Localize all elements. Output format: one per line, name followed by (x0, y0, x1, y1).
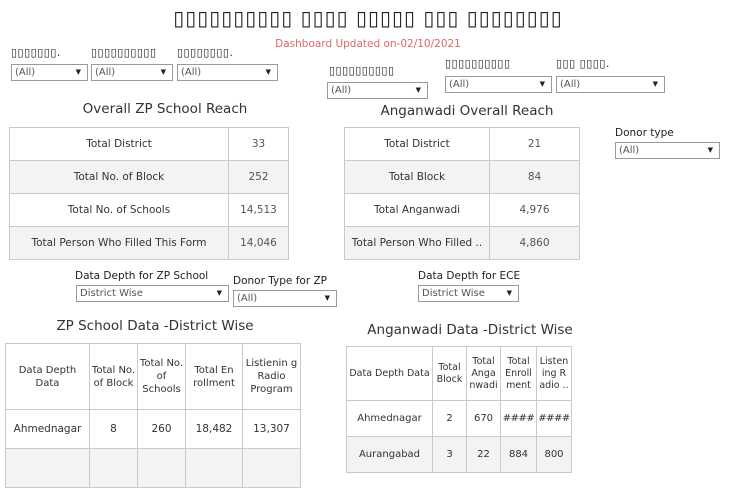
row-label: Total Anganwadi (345, 194, 490, 227)
table-row (6, 449, 301, 488)
col-header: Total En rollment (186, 344, 243, 410)
filter-2-value: (All) (95, 67, 116, 78)
cell: 2 (433, 401, 467, 437)
cell: 18,482 (186, 410, 243, 449)
ece-depth-value: District Wise (422, 288, 485, 299)
filter-6-label: ▯▯▯ ▯▯▯▯. (556, 57, 610, 70)
chevron-down-icon: ▼ (216, 289, 222, 297)
anganwadi-district-table (346, 346, 572, 473)
table-row (347, 437, 572, 473)
table-row (10, 227, 289, 260)
row-value: 21 (490, 128, 580, 161)
cell: 670 (467, 401, 501, 437)
filter-1-select[interactable] (11, 64, 88, 81)
col-header: Total No. of Schools (138, 344, 186, 410)
zp-depth-value: District Wise (80, 288, 143, 299)
col-header: Listen ing R adio .. (537, 347, 572, 401)
row-value: 84 (490, 161, 580, 194)
filter-6-value: (All) (560, 79, 581, 90)
chevron-down-icon: ▼ (324, 294, 330, 302)
row-value: 252 (229, 161, 289, 194)
row-value: 4,976 (490, 194, 580, 227)
filter-6-select[interactable] (556, 76, 665, 93)
row-label: Total District (345, 128, 490, 161)
filter-3-label: ▯▯▯▯▯▯▯▯. (177, 46, 234, 59)
zp-district-table (5, 343, 301, 488)
zp-donor-select[interactable] (233, 290, 337, 307)
col-header: Total Block (433, 347, 467, 401)
cell: Ahmednagar (347, 401, 433, 437)
filter-1-value: (All) (15, 67, 36, 78)
col-header: Total Anga nwadi (467, 347, 501, 401)
row-label: Total Person Who Filled This Form (10, 227, 229, 260)
table-row (10, 194, 289, 227)
row-value: 33 (229, 128, 289, 161)
col-header: Data Depth Data (6, 344, 90, 410)
filter-4-select[interactable] (327, 82, 428, 99)
table-row (345, 161, 580, 194)
table-header-row (347, 347, 572, 401)
zp-district-title: ZP School Data -District Wise (56, 318, 254, 334)
filter-2-select[interactable] (91, 64, 173, 81)
zp-donor-label: Donor Type for ZP (233, 275, 327, 287)
col-header: Data Depth Data (347, 347, 433, 401)
ece-depth-select[interactable] (418, 285, 519, 302)
row-value: 14,046 (229, 227, 289, 260)
row-label: Total District (10, 128, 229, 161)
cell: #### (501, 401, 537, 437)
ece-depth-label: Data Depth for ECE (418, 270, 521, 282)
zp-reach-title: Overall ZP School Reach (82, 101, 248, 117)
cell: 3 (433, 437, 467, 473)
filter-5-select[interactable] (445, 76, 552, 93)
zp-reach-table (9, 127, 289, 260)
table-row (345, 227, 580, 260)
cell: Ahmednagar (6, 410, 90, 449)
chevron-down-icon: ▼ (707, 146, 713, 154)
zp-depth-select[interactable] (76, 285, 229, 302)
table-row (345, 128, 580, 161)
cell: Aurangabad (347, 437, 433, 473)
chevron-down-icon: ▼ (160, 68, 166, 76)
col-header: Total Enroll ment (501, 347, 537, 401)
zp-donor-value: (All) (237, 293, 258, 304)
row-value: 14,513 (229, 194, 289, 227)
donor-type-value: (All) (619, 145, 640, 156)
filter-1-label: ▯▯▯▯▯▯▯. (11, 46, 61, 59)
chevron-down-icon: ▼ (539, 80, 545, 88)
cell: #### (537, 401, 572, 437)
col-header: Listienin g Radio Program (243, 344, 301, 410)
chevron-down-icon: ▼ (652, 80, 658, 88)
cell: 13,307 (243, 410, 301, 449)
chevron-down-icon: ▼ (415, 86, 421, 94)
row-label: Total No. of Schools (10, 194, 229, 227)
filter-3-select[interactable] (177, 64, 278, 81)
row-label: Total No. of Block (10, 161, 229, 194)
filter-5-value: (All) (449, 79, 470, 90)
table-row (347, 401, 572, 437)
filter-5-label: ▯▯▯▯▯▯▯▯▯▯ (445, 57, 511, 70)
chevron-down-icon: ▼ (265, 68, 271, 76)
table-header-row (6, 344, 301, 410)
table-row (10, 161, 289, 194)
anganwadi-reach-table (344, 127, 580, 260)
row-value: 4,860 (490, 227, 580, 260)
filter-4-value: (All) (331, 85, 352, 96)
anganwadi-district-title: Anganwadi Data -District Wise (367, 322, 573, 338)
table-row (345, 194, 580, 227)
chevron-down-icon: ▼ (506, 289, 512, 297)
cell: 800 (537, 437, 572, 473)
donor-type-select[interactable] (615, 142, 720, 159)
anganwadi-reach-title: Anganwadi Overall Reach (380, 103, 554, 119)
updated-date: Dashboard Updated on-02/10/2021 (275, 38, 461, 50)
donor-type-label: Donor type (615, 127, 674, 139)
filter-4-label: ▯▯▯▯▯▯▯▯▯▯ (329, 64, 395, 77)
cell: 22 (467, 437, 501, 473)
cell: 260 (138, 410, 186, 449)
cell: 8 (90, 410, 138, 449)
dashboard-title: ▯▯▯▯▯▯▯▯▯▯ ▯▯▯▯ ▯▯▯▯▯ ▯▯▯ ▯▯▯▯▯▯▯▯ (173, 6, 563, 30)
chevron-down-icon: ▼ (75, 68, 81, 76)
col-header: Total No. of Block (90, 344, 138, 410)
table-row (10, 128, 289, 161)
filter-3-value: (All) (181, 67, 202, 78)
row-label: Total Block (345, 161, 490, 194)
row-label: Total Person Who Filled .. (345, 227, 490, 260)
table-row (6, 410, 301, 449)
zp-depth-label: Data Depth for ZP School (75, 270, 209, 282)
filter-2-label: ▯▯▯▯▯▯▯▯▯▯ (91, 46, 157, 59)
cell: 884 (501, 437, 537, 473)
